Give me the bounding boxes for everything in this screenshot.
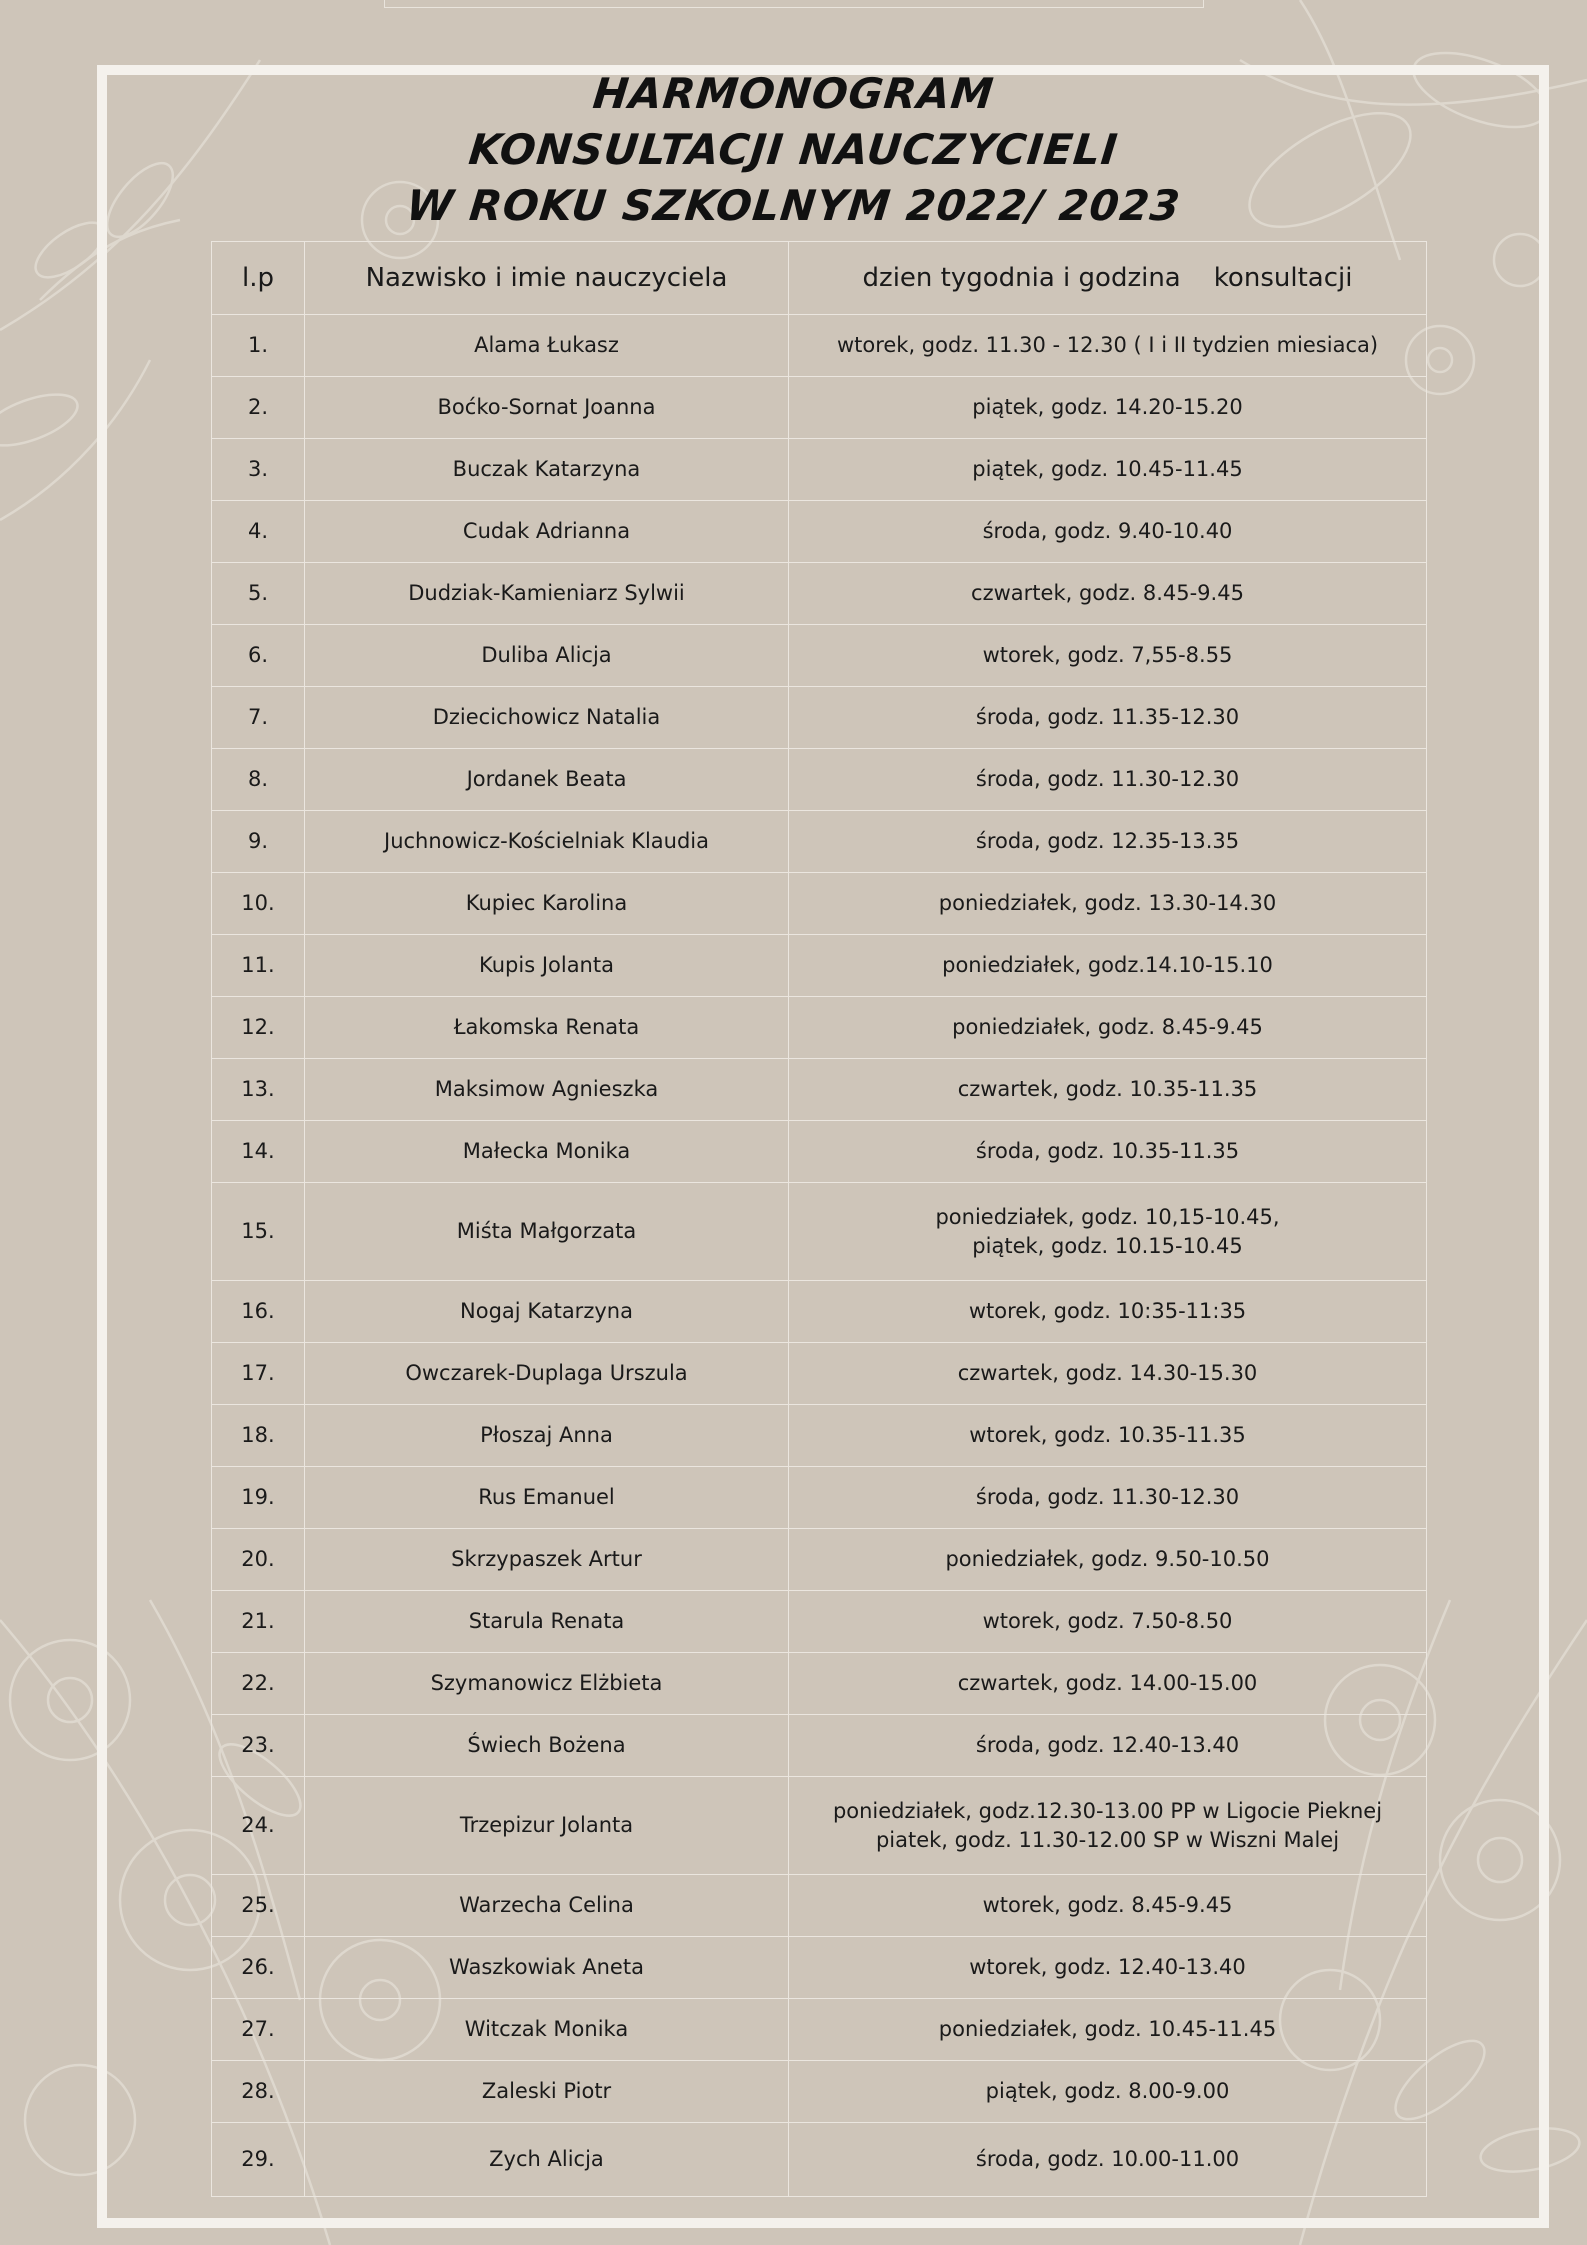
cell-teacher-name: Kupis Jolanta: [305, 935, 789, 997]
cell-teacher-name: Zych Alicja: [305, 2123, 789, 2197]
consultation-table: [211, 241, 1427, 2197]
cell-schedule: poniedziałek, godz. 8.45-9.45: [789, 997, 1427, 1059]
cell-teacher-name: Trzepizur Jolanta: [305, 1777, 789, 1875]
table-row: [212, 1529, 1427, 1591]
cell-index: 24.: [212, 1777, 305, 1875]
cell-index: 9.: [212, 811, 305, 873]
cell-schedule: środa, godz. 9.40-10.40: [789, 501, 1427, 563]
cell-index: 13.: [212, 1059, 305, 1121]
cell-index: 17.: [212, 1343, 305, 1405]
cell-teacher-name: Skrzypaszek Artur: [305, 1529, 789, 1591]
cell-teacher-name: Maksimow Agnieszka: [305, 1059, 789, 1121]
cell-index: 23.: [212, 1715, 305, 1777]
cell-teacher-name: Małecka Monika: [305, 1121, 789, 1183]
cell-teacher-name: Płoszaj Anna: [305, 1405, 789, 1467]
cell-index: 28.: [212, 2061, 305, 2123]
cell-teacher-name: Cudak Adrianna: [305, 501, 789, 563]
cell-index: 21.: [212, 1591, 305, 1653]
table-row: [212, 315, 1427, 377]
table-row: [212, 1343, 1427, 1405]
cell-index: 12.: [212, 997, 305, 1059]
cell-teacher-name: Boćko-Sornat Joanna: [305, 377, 789, 439]
cell-index: 20.: [212, 1529, 305, 1591]
cell-teacher-name: Starula Renata: [305, 1591, 789, 1653]
cell-schedule: poniedziałek, godz. 13.30-14.30: [789, 873, 1427, 935]
cell-schedule: środa, godz. 11.30-12.30: [789, 749, 1427, 811]
table-row: [212, 811, 1427, 873]
cell-teacher-name: Duliba Alicja: [305, 625, 789, 687]
cell-schedule: poniedziałek, godz.14.10-15.10: [789, 935, 1427, 997]
cell-index: 6.: [212, 625, 305, 687]
cell-teacher-name: Juchnowicz-Kościelniak Klaudia: [305, 811, 789, 873]
table-row: [212, 1715, 1427, 1777]
cell-teacher-name: Waszkowiak Aneta: [305, 1937, 789, 1999]
cell-schedule: czwartek, godz. 10.35-11.35: [789, 1059, 1427, 1121]
cell-teacher-name: Dudziak-Kamieniarz Sylwii: [305, 563, 789, 625]
cell-schedule: środa, godz. 11.30-12.30: [789, 1467, 1427, 1529]
cell-index: 2.: [212, 377, 305, 439]
table-row: [212, 935, 1427, 997]
table-row: [212, 625, 1427, 687]
cell-schedule: czwartek, godz. 14.30-15.30: [789, 1343, 1427, 1405]
top-decorative-strip: [384, 0, 1204, 8]
page-title: [300, 66, 1287, 234]
title-line-2: KONSULTACJI NAUCZYCIELI: [466, 125, 1121, 174]
cell-index: 10.: [212, 873, 305, 935]
cell-teacher-name: Świech Bożena: [305, 1715, 789, 1777]
cell-teacher-name: Witczak Monika: [305, 1999, 789, 2061]
cell-schedule: czwartek, godz. 14.00-15.00: [789, 1653, 1427, 1715]
cell-teacher-name: Jordanek Beata: [305, 749, 789, 811]
cell-teacher-name: Rus Emanuel: [305, 1467, 789, 1529]
table-row: [212, 1059, 1427, 1121]
table-row: [212, 439, 1427, 501]
table-row: [212, 1591, 1427, 1653]
cell-teacher-name: Miśta Małgorzata: [305, 1183, 789, 1281]
cell-index: 11.: [212, 935, 305, 997]
cell-schedule: wtorek, godz. 7.50-8.50: [789, 1591, 1427, 1653]
cell-index: 19.: [212, 1467, 305, 1529]
table-row: [212, 687, 1427, 749]
cell-index: 7.: [212, 687, 305, 749]
table-row: [212, 501, 1427, 563]
table-row: [212, 749, 1427, 811]
cell-index: 25.: [212, 1875, 305, 1937]
cell-schedule: wtorek, godz. 7,55-8.55: [789, 625, 1427, 687]
cell-schedule: piątek, godz. 14.20-15.20: [789, 377, 1427, 439]
cell-teacher-name: Alama Łukasz: [305, 315, 789, 377]
cell-schedule: środa, godz. 11.35-12.30: [789, 687, 1427, 749]
table-row: [212, 1875, 1427, 1937]
cell-schedule: wtorek, godz. 10.35-11.35: [789, 1405, 1427, 1467]
cell-index: 18.: [212, 1405, 305, 1467]
cell-schedule: środa, godz. 10.35-11.35: [789, 1121, 1427, 1183]
cell-teacher-name: Warzecha Celina: [305, 1875, 789, 1937]
cell-index: 14.: [212, 1121, 305, 1183]
cell-schedule: wtorek, godz. 8.45-9.45: [789, 1875, 1427, 1937]
cell-schedule: czwartek, godz. 8.45-9.45: [789, 563, 1427, 625]
cell-index: 29.: [212, 2123, 305, 2197]
cell-teacher-name: Kupiec Karolina: [305, 873, 789, 935]
table-row: [212, 1777, 1427, 1875]
title-line-3: W ROKU SZKOLNYM 2022/ 2023: [404, 181, 1183, 230]
cell-schedule: poniedziałek, godz. 10,15-10.45, piątek, godz. 10.15-10.45: [789, 1183, 1427, 1281]
cell-schedule: wtorek, godz. 12.40-13.40: [789, 1937, 1427, 1999]
cell-index: 8.: [212, 749, 305, 811]
cell-schedule: wtorek, godz. 11.30 - 12.30 ( I i II tydzien miesiaca): [789, 315, 1427, 377]
table-row: [212, 1281, 1427, 1343]
table-row: [212, 997, 1427, 1059]
cell-teacher-name: Nogaj Katarzyna: [305, 1281, 789, 1343]
cell-schedule: środa, godz. 12.40-13.40: [789, 1715, 1427, 1777]
cell-schedule: piątek, godz. 8.00-9.00: [789, 2061, 1427, 2123]
header-schedule: dzien tygodnia i godzina konsultacji: [789, 242, 1427, 315]
table-row: [212, 1121, 1427, 1183]
header-name: Nazwisko i imie nauczyciela: [305, 242, 789, 315]
table-row: [212, 563, 1427, 625]
table-body: [212, 315, 1427, 2197]
cell-schedule: poniedziałek, godz.12.30-13.00 PP w Ligocie Pieknej piatek, godz. 11.30-12.00 SP w Wiszni Malej: [789, 1777, 1427, 1875]
table-header-row: [212, 242, 1427, 315]
cell-index: 5.: [212, 563, 305, 625]
cell-schedule: piątek, godz. 10.45-11.45: [789, 439, 1427, 501]
header-index: l.p: [212, 242, 305, 315]
cell-index: 1.: [212, 315, 305, 377]
cell-teacher-name: Owczarek-Duplaga Urszula: [305, 1343, 789, 1405]
cell-index: 26.: [212, 1937, 305, 1999]
table-row: [212, 1405, 1427, 1467]
cell-schedule: środa, godz. 10.00-11.00: [789, 2123, 1427, 2197]
cell-teacher-name: Buczak Katarzyna: [305, 439, 789, 501]
cell-schedule: wtorek, godz. 10:35-11:35: [789, 1281, 1427, 1343]
cell-teacher-name: Zaleski Piotr: [305, 2061, 789, 2123]
cell-teacher-name: Łakomska Renata: [305, 997, 789, 1059]
cell-index: 27.: [212, 1999, 305, 2061]
table-row: [212, 873, 1427, 935]
cell-teacher-name: Szymanowicz Elżbieta: [305, 1653, 789, 1715]
table-row: [212, 1183, 1427, 1281]
cell-schedule: poniedziałek, godz. 10.45-11.45: [789, 1999, 1427, 2061]
cell-index: 16.: [212, 1281, 305, 1343]
cell-index: 4.: [212, 501, 305, 563]
title-line-1: HARMONOGRAM: [590, 69, 997, 118]
table-row: [212, 1467, 1427, 1529]
cell-index: 3.: [212, 439, 305, 501]
table-row: [212, 2123, 1427, 2197]
cell-schedule: poniedziałek, godz. 9.50-10.50: [789, 1529, 1427, 1591]
table-row: [212, 1999, 1427, 2061]
table-row: [212, 2061, 1427, 2123]
cell-schedule: środa, godz. 12.35-13.35: [789, 811, 1427, 873]
table-row: [212, 377, 1427, 439]
cell-index: 15.: [212, 1183, 305, 1281]
table-row: [212, 1653, 1427, 1715]
cell-teacher-name: Dziecichowicz Natalia: [305, 687, 789, 749]
cell-index: 22.: [212, 1653, 305, 1715]
table-row: [212, 1937, 1427, 1999]
